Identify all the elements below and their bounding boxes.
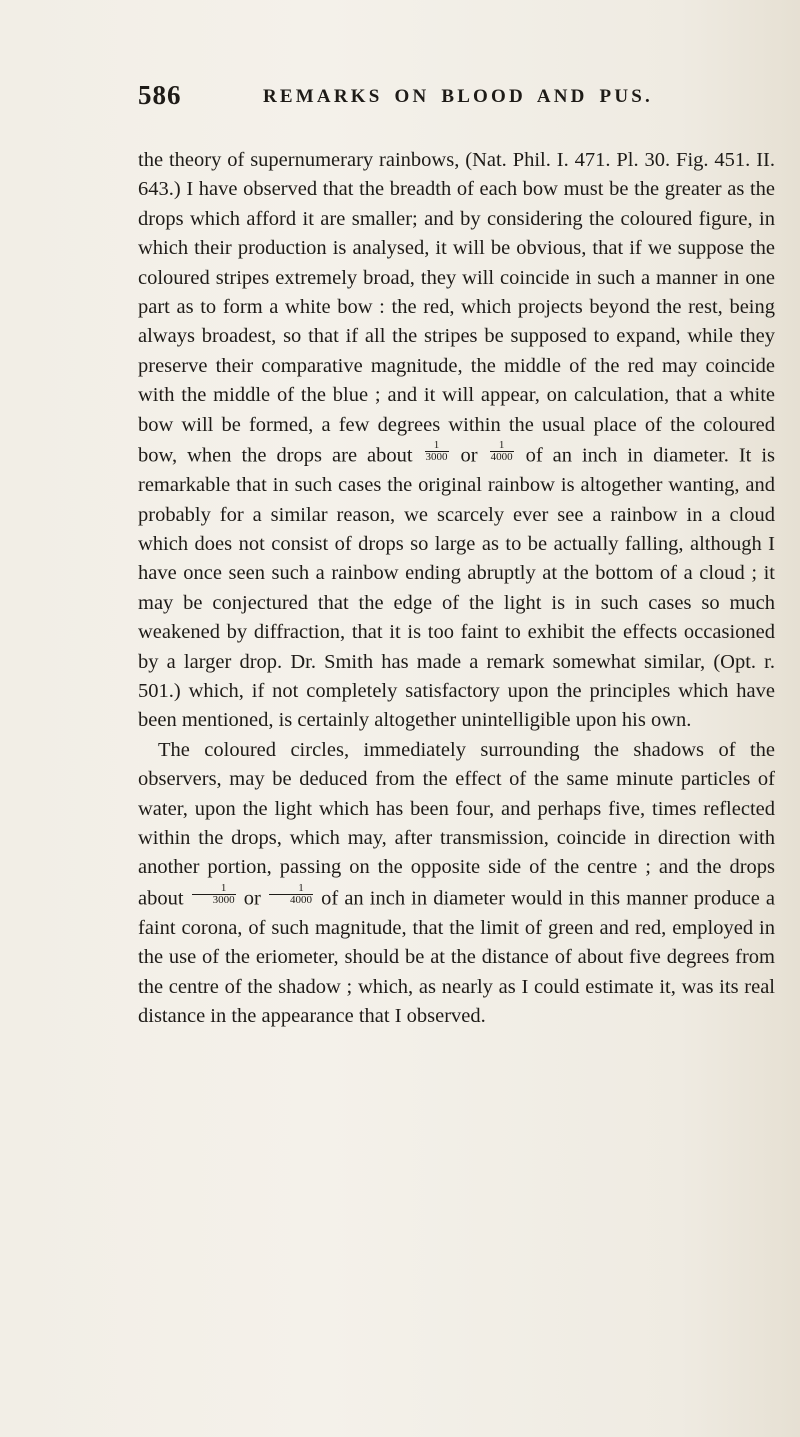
running-head: REMARKS ON BLOOD AND PUS. xyxy=(263,86,653,107)
page-number: 586 xyxy=(138,80,182,110)
fraction-numerator: 1 xyxy=(490,440,514,452)
paragraph-2-text-b: or xyxy=(243,887,261,910)
fraction-one-three-thousandth xyxy=(192,883,236,906)
fraction-denominator: 4000 xyxy=(290,893,312,906)
page-header xyxy=(138,80,778,120)
paragraph-1-text-c: of an inch in diameter. It is remarkable that in such cases the original rainbow is altogether wanting, and probably for a similar reason, we scarcely ever see a rainbow in a cloud which does not consist of drops so large as to be actually falling, although I have once seen such a rainbow ending abruptly at the bottom of a cloud ; it may be conjectured that the edge of the light is in such cases so much weakened by diffraction, that it is too faint to exhibit the effects occasioned by a larger drop. Dr. Smith has made a remark somewhat similar, (Opt. r. 501.) which, if not completely satisfactory upon the principles which have been mentioned, is certainly altogether unintelligible upon his own. xyxy=(138,444,776,732)
paragraph-1-text-a: the theory of supernumerary rainbows, (Nat. Phil. I. 471. Pl. 30. Fig. 451. II. 643.) I have observed that the breadth of each bow must be the greater as the drops which afford it are smaller; and by considering the coloured figure, in which their production is analysed, it will be obvious, that if we suppose the coloured stripes extremely broad, they will coincide in such a manner in one part as to form a white bow : the red, which projects beyond the rest, being always broadest, so that if all the stripes be supposed to expand, while they preserve their comparative magnitude, the middle of the red may coincide with the middle of the blue ; and it will appear, on calculation, that a white bow will be formed, a few degrees within the usual place of the coloured bow, when the drops are about xyxy=(138,149,775,467)
paragraph-1 xyxy=(138,146,775,736)
fraction-one-four-thousandth xyxy=(490,440,514,463)
paragraph-2 xyxy=(138,736,775,1032)
fraction-denominator: 3000 xyxy=(212,893,235,906)
fraction-denominator: 3000 xyxy=(425,451,448,464)
fraction-numerator: 1 xyxy=(269,883,313,895)
fraction-one-four-thousandth xyxy=(269,883,313,906)
fraction-numerator: 1 xyxy=(192,883,236,895)
fraction-denominator: 4000 xyxy=(490,451,513,464)
body-text xyxy=(138,146,775,1031)
paragraph-2-text-a: The coloured circles, immediately surrounding the shadows of the observers, may be deduced from the effect of the same minute particles of water, upon the light which has been four, and perhaps five, times reflected within the drops, which may, after transmission, coincide in direction with another portion, passing on the opposite side of the centre ; and the drops about xyxy=(138,738,775,910)
fraction-numerator: 1 xyxy=(425,440,449,452)
fraction-one-three-thousandth xyxy=(425,440,449,463)
paragraph-1-text-b: or xyxy=(460,444,478,467)
paragraph-2-text-c: of an inch in diameter would in this manner produce a faint corona, of such magnitude, that the limit of green and red, employed in the use of the eriometer, should be at the distance of about five degrees from the centre of the shadow ; which, as nearly as I could estimate it, was its real distance in the appearance that I observed. xyxy=(138,887,776,1028)
